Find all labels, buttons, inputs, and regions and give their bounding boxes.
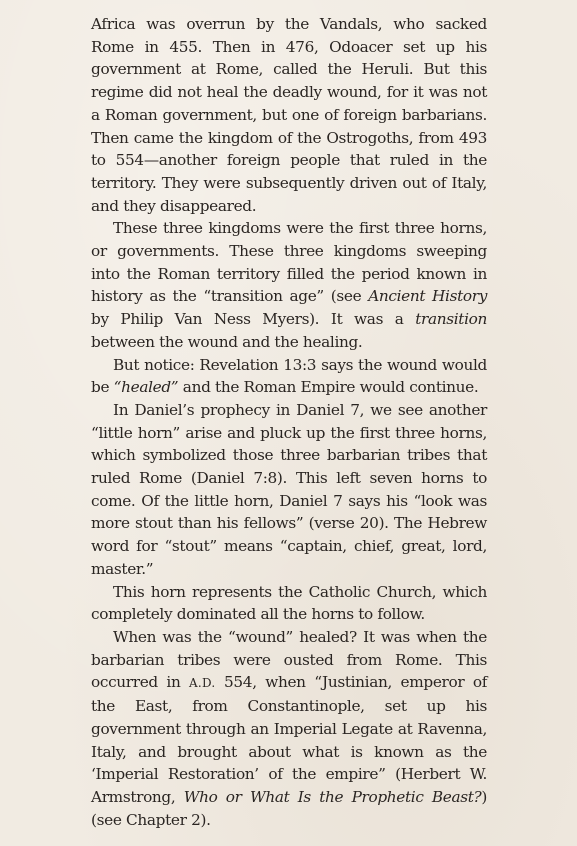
text-run: Africa was overrun by the Vandals, who sacked Rome in 455. Then in 476, Odoacer set up his government at Rome, called the Heruli. But this regime did not heal the deadly wound, for it was not a Roman government, but one of foreign barbarians. Then came the kingdom of the Ostrogoths, from 493 to 554—another foreign people that ruled in the territory. They were subsequently driven out of Italy, and they disappeared. <box>91 15 487 215</box>
paragraph-2 <box>91 217 487 353</box>
paragraph-6 <box>91 626 487 831</box>
italic-text: “healed” <box>113 378 179 397</box>
paragraph-4 <box>91 399 487 581</box>
text-run: This horn represents the Catholic Church, which completely dominated all the horns to follow. <box>91 582 487 624</box>
text-run: between the wound and the healing. <box>91 332 363 351</box>
text-run: 554, when “Justinian, emperor of the East, from Constantinople, set up his government through an Imperial Legate at Ravenna, Italy, and brought about what is known as the ‘Imperial Restoration’ of the empire” (Herbert W. Armstrong, <box>91 673 488 806</box>
italic-text: Ancient History <box>368 287 487 306</box>
text-run: In Daniel’s prophecy in Daniel 7, we see another “little horn” arise and pluck up the first three horns, which symbolized those three barbarian tribes that ruled Rome (Daniel 7:8). This left seven horns to come. Of the little horn, Daniel 7 says his “look was more stout than his fellows” (verse 20). The Hebrew word for “stout” means “captain, chief, great, lord, master.” <box>91 400 487 578</box>
text-run: These three kingdoms were the first three horns, or governments. These three kingdoms sweeping into the Roman territory filled the period known in history as the “transition age” (see <box>91 219 487 306</box>
italic-text: Who or What Is the Prophetic Beast? <box>183 787 482 806</box>
text-run: ) (see Chapter 2). <box>91 787 488 829</box>
text-run: When was the “wound” healed? It was when the barbarian tribes were ousted from Rome. This occurred in <box>91 627 487 692</box>
text-run: by Philip Van Ness Myers). It was a <box>91 310 416 329</box>
paragraph-1 <box>91 13 487 217</box>
paragraph-5 <box>91 581 487 626</box>
text-run: But notice: Revelation 13:3 says the wound would be <box>91 355 487 397</box>
body-text <box>91 13 487 831</box>
small-caps-text: A.D. <box>188 676 216 691</box>
paragraph-3 <box>91 354 487 399</box>
text-run: and the Roman Empire would continue. <box>178 378 479 397</box>
italic-text: transition <box>415 310 487 329</box>
